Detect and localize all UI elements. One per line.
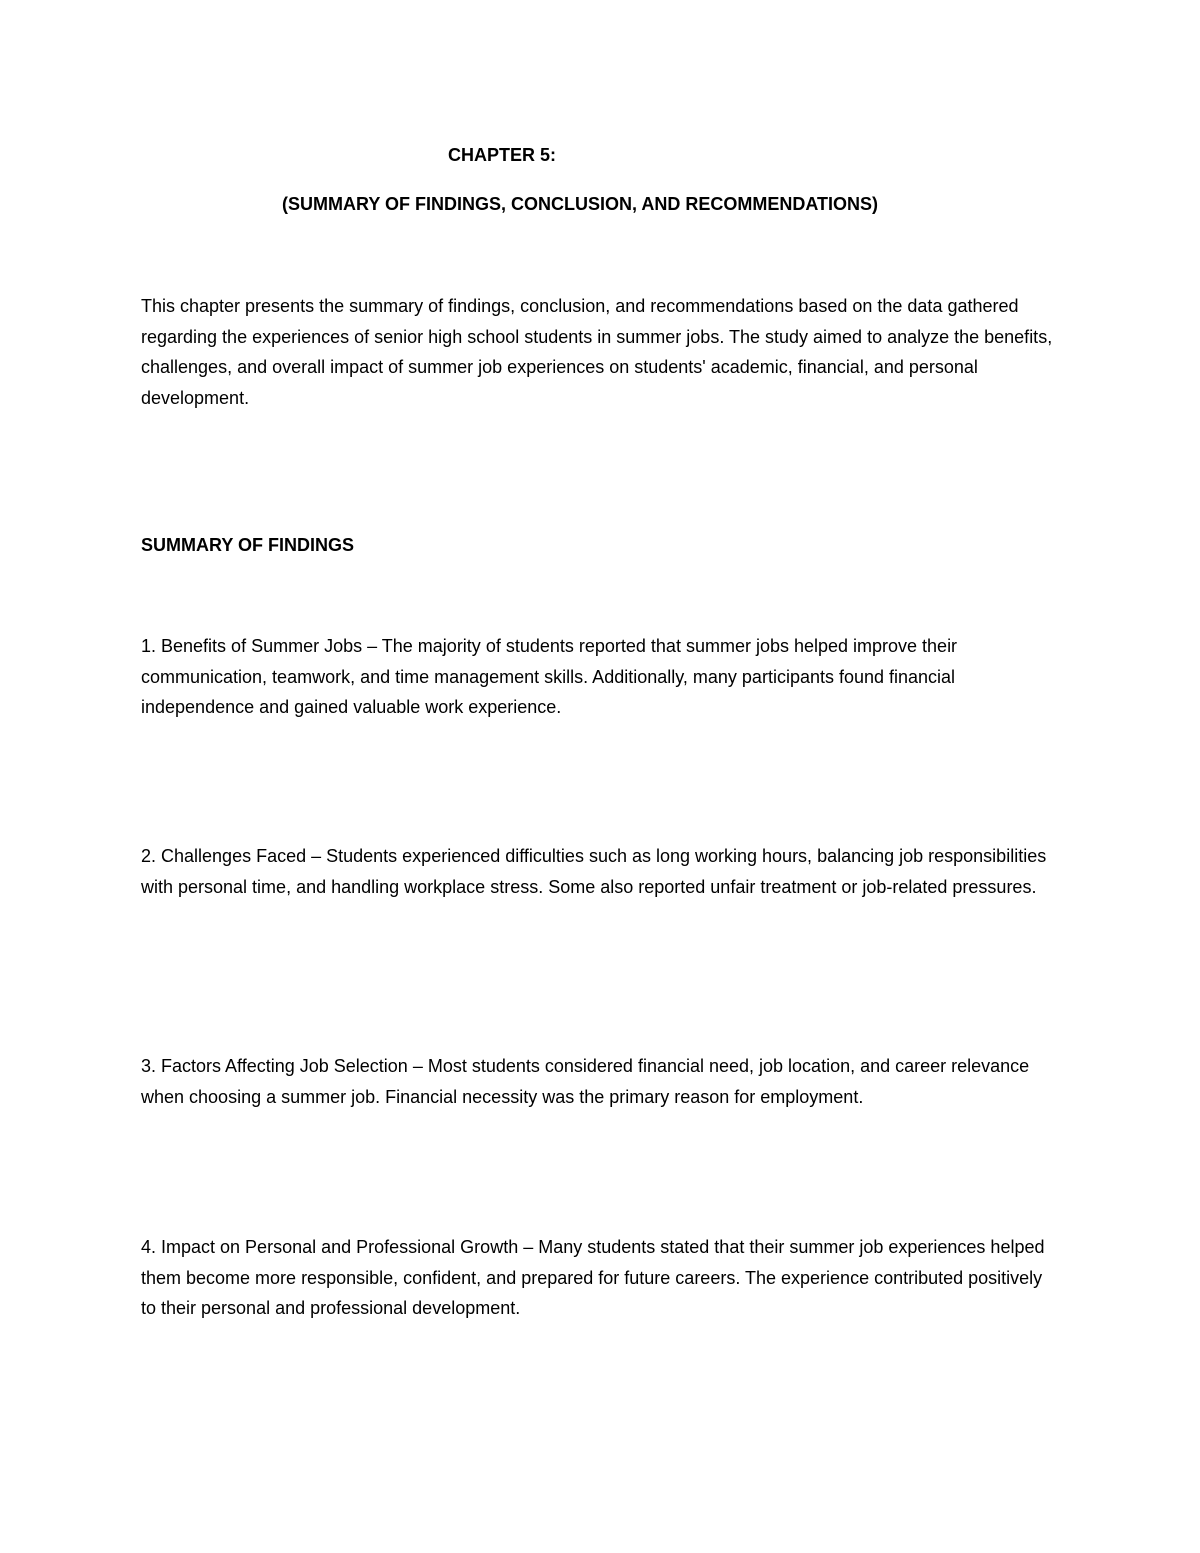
finding-2-paragraph: 2. Challenges Faced – Students experienced difficulties such as long working hours, balancing job responsibilities with personal time, and handling workplace stress. Some also reported unfair treatment or job-related pressures. <box>141 846 1047 897</box>
finding-3-paragraph: 3. Factors Affecting Job Selection – Most students considered financial need, job location, and career relevance when choosing a summer job. Financial necessity was the primary reason for employment. <box>141 1056 1030 1107</box>
intro-paragraph: This chapter presents the summary of findings, conclusion, and recommendations based on the data gathered regarding the experiences of senior high school students in summer jobs. The study aimed to analyze the benefits, challenges, and overall impact of summer job experiences on students' academic, financial, and personal development. <box>141 296 1053 408</box>
chapter-title: CHAPTER 5: <box>448 145 557 165</box>
chapter-subtitle: (SUMMARY OF FINDINGS, CONCLUSION, AND RECOMMENDATIONS) <box>282 194 878 214</box>
finding-4-paragraph: 4. Impact on Personal and Professional Growth – Many students stated that their summer job experiences helped them become more responsible, confident, and prepared for future careers. The experience contributed positively to their personal and professional development. <box>141 1237 1045 1318</box>
finding-1-paragraph: 1. Benefits of Summer Jobs – The majority of students reported that summer jobs helped improve their communication, teamwork, and time management skills. Additionally, many participants found financial independence and gained valuable work experience. <box>141 636 958 717</box>
summary-of-findings-heading: SUMMARY OF FINDINGS <box>141 535 355 555</box>
